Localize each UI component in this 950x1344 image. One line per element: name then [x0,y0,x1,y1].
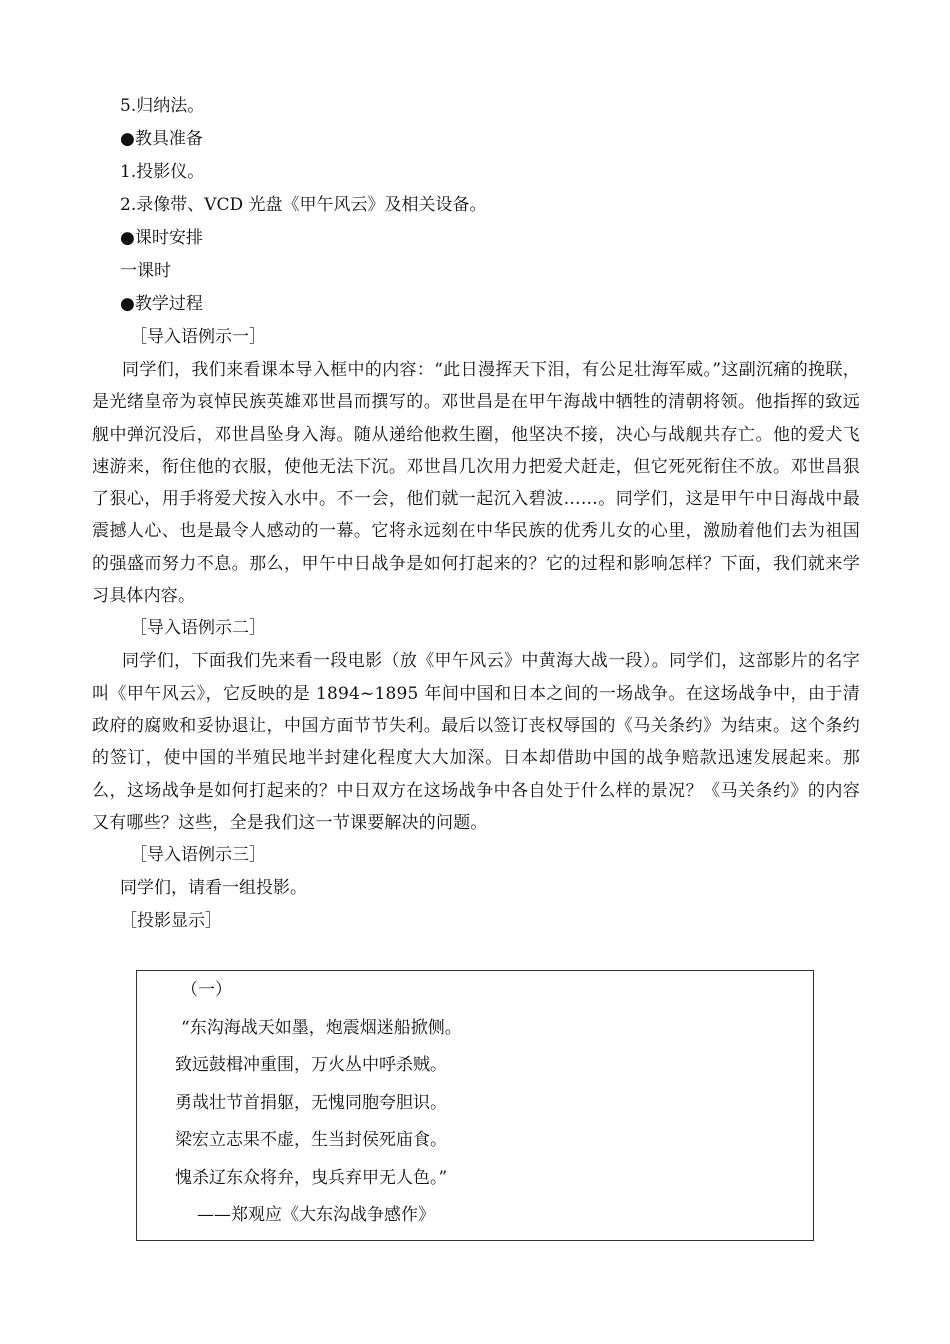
poem-attribution: ——郑观应《大东沟战争感作》 [197,1205,435,1225]
projection-box [136,970,814,1241]
tool-item-1: 1.投影仪。 [120,162,205,182]
intro3-heading: ［导入语例示三］ [130,845,266,866]
intro1-heading: ［导入语例示一］ [130,327,266,347]
intro1-paragraph: 同学们，我们来看课本导入框中的内容：“此日漫挥天下泪，有公足壮海军威。”这副沉痛的挽联，是光绪皇帝为哀悼民族英雄邓世昌而撰写的。邓世昌是在甲午海战中牺牲的清朝将领。他指挥的致远舰中弹沉没后，邓世昌坠身入海。随从递给他救生圈，他坚决不接，决心与战舰共存亡。他的爱犬飞速游来，衔住他的衣服，使他无法下沉。邓世昌几次用力把爱犬赶走，但它死死衔住不放。邓世昌狠了狠心，用手将爱犬按入水中。不一会，他们就一起沉入碧波……。同学们，这是甲午中日海战中最震撼人心、也是最令人感动的一幕。它将永远刻在中华民族的优秀儿女的心里，激励着他们去为祖国的强盛而努力不息。那么，甲午中日战争是如何打起来的？它的过程和影响怎样？下面，我们就来学习具体内容。 [92,360,860,607]
process-heading: ●教学过程 [120,294,203,314]
poem-line: 愧杀辽东众将弁，曳兵弃甲无人色。” [175,1168,448,1188]
intro3-text: 同学们，请看一组投影。 [120,878,307,899]
schedule-heading: ●课时安排 [120,228,203,248]
projection-heading: ［投影显示］ [120,911,222,932]
poem-line: 勇哉壮节首捐躯，无愧同胞夸胆识。 [175,1093,447,1113]
poem-number: （一） [181,980,232,1000]
intro2-heading: ［导入语例示二］ [130,618,266,639]
schedule-text: 一课时 [120,261,171,281]
poem-line: 梁宏立志果不虚，生当封侯死庙食。 [175,1130,447,1150]
intro2-paragraph: 同学们，下面我们先来看一段电影（放《甲午风云》中黄海大战一段）。同学们，这部影片的名字叫《甲午风云》，它反映的是 1894~1895 年间中国和日本之间的一场战争。在这场战争中，由于清政府的腐败和妥协退让，中国方面节节失利。最后以签订丧权辱国的《马关条约》为结束。这个条约的签订，使中国的半殖民地半封建化程度大大加深。日本却借助中国的战争赔款迅速发展起来。那么，这场战争是如何打起来的？中日双方在这场战争中各自处于什么样的景况？《马关条约》的内容又有哪些？这些，全是我们这一节课要解决的问题。 [92,651,860,833]
tools-heading: ●教具准备 [120,129,203,149]
poem-line: “东沟海战天如墨，炮震烟迷船掀侧。 [181,1018,462,1038]
method-item-5: 5.归纳法。 [120,96,205,116]
document-body [92,90,860,938]
tool-item-2: 2.录像带、VCD 光盘《甲午风云》及相关设备。 [120,195,487,215]
poem-line: 致远鼓楫冲重围，万火丛中呼杀贼。 [175,1055,447,1075]
